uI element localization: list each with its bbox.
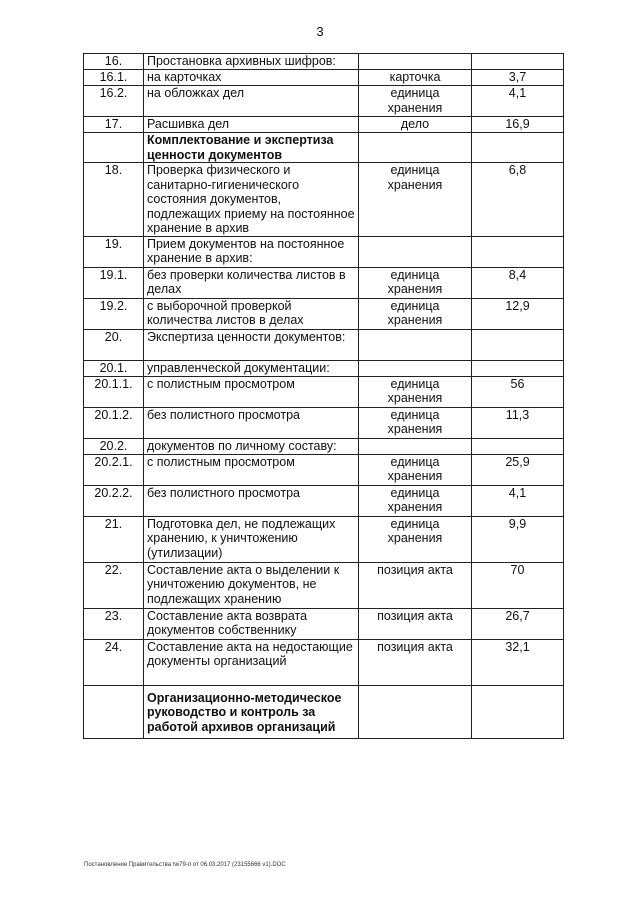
table-row xyxy=(84,562,564,608)
section-heading-row xyxy=(84,685,564,739)
row-value-cell xyxy=(472,685,564,739)
row-value-cell: 26,7 xyxy=(472,608,564,639)
row-value-cell: 9,9 xyxy=(472,516,564,562)
row-number-cell: 20.2.1. xyxy=(84,454,144,485)
row-name-cell: без проверки количества листов в делах xyxy=(144,267,359,298)
section-heading-row xyxy=(84,133,564,163)
row-number-cell: 21. xyxy=(84,516,144,562)
row-value-cell xyxy=(472,54,564,70)
row-value-cell: 25,9 xyxy=(472,454,564,485)
row-value-cell xyxy=(472,236,564,267)
row-number-cell: 24. xyxy=(84,639,144,685)
row-value-cell: 70 xyxy=(472,562,564,608)
row-name-cell: Составление акта на недостающие документы организаций xyxy=(144,639,359,685)
row-unit-cell: позиция акта xyxy=(359,608,472,639)
row-name-cell: на карточках xyxy=(144,70,359,86)
table-row xyxy=(84,236,564,267)
row-unit-cell xyxy=(359,438,472,454)
row-unit-cell xyxy=(359,236,472,267)
table-row xyxy=(84,407,564,438)
row-name-cell: Расшивка дел xyxy=(144,117,359,133)
row-value-cell: 11,3 xyxy=(472,407,564,438)
row-number-cell: 19. xyxy=(84,236,144,267)
row-number-cell: 20.1. xyxy=(84,360,144,376)
row-number-cell: 20.1.1. xyxy=(84,376,144,407)
row-name-cell: Подготовка дел, не подлежащих хранению, к уничтожению (утилизации) xyxy=(144,516,359,562)
row-unit-cell xyxy=(359,54,472,70)
row-name-cell: Организационно-методическое руководство и контроль за работой архивов организаций xyxy=(144,685,359,739)
row-name-cell: с полистным просмотром xyxy=(144,376,359,407)
row-number-cell: 16.1. xyxy=(84,70,144,86)
row-unit-cell: единица хранения xyxy=(359,298,472,329)
row-name-cell: на обложках дел xyxy=(144,86,359,117)
row-value-cell: 16,9 xyxy=(472,117,564,133)
row-unit-cell: позиция акта xyxy=(359,562,472,608)
row-unit-cell: единица хранения xyxy=(359,267,472,298)
table-row xyxy=(84,438,564,454)
row-unit-cell xyxy=(359,360,472,376)
row-unit-cell xyxy=(359,685,472,739)
tariff-table xyxy=(83,53,564,739)
table-row xyxy=(84,163,564,237)
row-unit-cell: дело xyxy=(359,117,472,133)
row-unit-cell: единица хранения xyxy=(359,454,472,485)
table-row xyxy=(84,70,564,86)
row-value-cell: 4,1 xyxy=(472,485,564,516)
row-value-cell xyxy=(472,329,564,360)
row-value-cell: 32,1 xyxy=(472,639,564,685)
table-row xyxy=(84,54,564,70)
row-name-cell: без полистного просмотра xyxy=(144,407,359,438)
table-row xyxy=(84,516,564,562)
table-row xyxy=(84,376,564,407)
row-value-cell: 6,8 xyxy=(472,163,564,237)
row-unit-cell: карточка xyxy=(359,70,472,86)
table-row xyxy=(84,454,564,485)
page-number: 3 xyxy=(316,24,324,39)
row-unit-cell: единица хранения xyxy=(359,163,472,237)
row-value-cell: 3,7 xyxy=(472,70,564,86)
row-value-cell: 4,1 xyxy=(472,86,564,117)
row-number-cell: 19.2. xyxy=(84,298,144,329)
row-value-cell: 56 xyxy=(472,376,564,407)
row-value-cell xyxy=(472,438,564,454)
row-number-cell: 17. xyxy=(84,117,144,133)
row-number-cell: 20.1.2. xyxy=(84,407,144,438)
row-name-cell: без полистного просмотра xyxy=(144,485,359,516)
row-number-cell: 20.2.2. xyxy=(84,485,144,516)
row-unit-cell: единица хранения xyxy=(359,485,472,516)
row-number-cell: 20. xyxy=(84,329,144,360)
table-row xyxy=(84,298,564,329)
table-row xyxy=(84,485,564,516)
row-unit-cell: единица хранения xyxy=(359,376,472,407)
footer-file-note: Постановление Правительства №79-п от 06.03.2017 (23155666 v1).DOC xyxy=(84,862,286,868)
row-number-cell xyxy=(84,133,144,163)
row-number-cell xyxy=(84,685,144,739)
row-name-cell: Составление акта возврата документов собственнику xyxy=(144,608,359,639)
row-unit-cell: единица хранения xyxy=(359,407,472,438)
tariff-table-body xyxy=(84,54,564,739)
table-row xyxy=(84,360,564,376)
table-row xyxy=(84,608,564,639)
row-value-cell: 8,4 xyxy=(472,267,564,298)
row-value-cell xyxy=(472,360,564,376)
row-name-cell: управленческой документации: xyxy=(144,360,359,376)
row-unit-cell xyxy=(359,133,472,163)
row-name-cell: Экспертиза ценности документов: xyxy=(144,329,359,360)
table-row xyxy=(84,639,564,685)
table-row xyxy=(84,329,564,360)
table-row xyxy=(84,86,564,117)
row-number-cell: 18. xyxy=(84,163,144,237)
row-name-cell: Проверка физического и санитарно-гигиенического состояния документов, подлежащих приему на постоянное хранение в архив xyxy=(144,163,359,237)
row-value-cell xyxy=(472,133,564,163)
row-name-cell: Комплектование и экспертиза ценности документов xyxy=(144,133,359,163)
row-number-cell: 20.2. xyxy=(84,438,144,454)
row-number-cell: 16. xyxy=(84,54,144,70)
row-value-cell: 12,9 xyxy=(472,298,564,329)
table-row xyxy=(84,117,564,133)
row-name-cell: с полистным просмотром xyxy=(144,454,359,485)
row-number-cell: 19.1. xyxy=(84,267,144,298)
row-name-cell: Простановка архивных шифров: xyxy=(144,54,359,70)
row-name-cell: Прием документов на постоянное хранение в архив: xyxy=(144,236,359,267)
row-name-cell: с выборочной проверкой количества листов в делах xyxy=(144,298,359,329)
table-row xyxy=(84,267,564,298)
row-unit-cell: единица хранения xyxy=(359,516,472,562)
row-unit-cell xyxy=(359,329,472,360)
row-number-cell: 23. xyxy=(84,608,144,639)
row-unit-cell: единица хранения xyxy=(359,86,472,117)
row-number-cell: 22. xyxy=(84,562,144,608)
row-name-cell: документов по личному составу: xyxy=(144,438,359,454)
row-unit-cell: позиция акта xyxy=(359,639,472,685)
row-name-cell: Составление акта о выделении к уничтожению документов, не подлежащих хранению xyxy=(144,562,359,608)
row-number-cell: 16.2. xyxy=(84,86,144,117)
